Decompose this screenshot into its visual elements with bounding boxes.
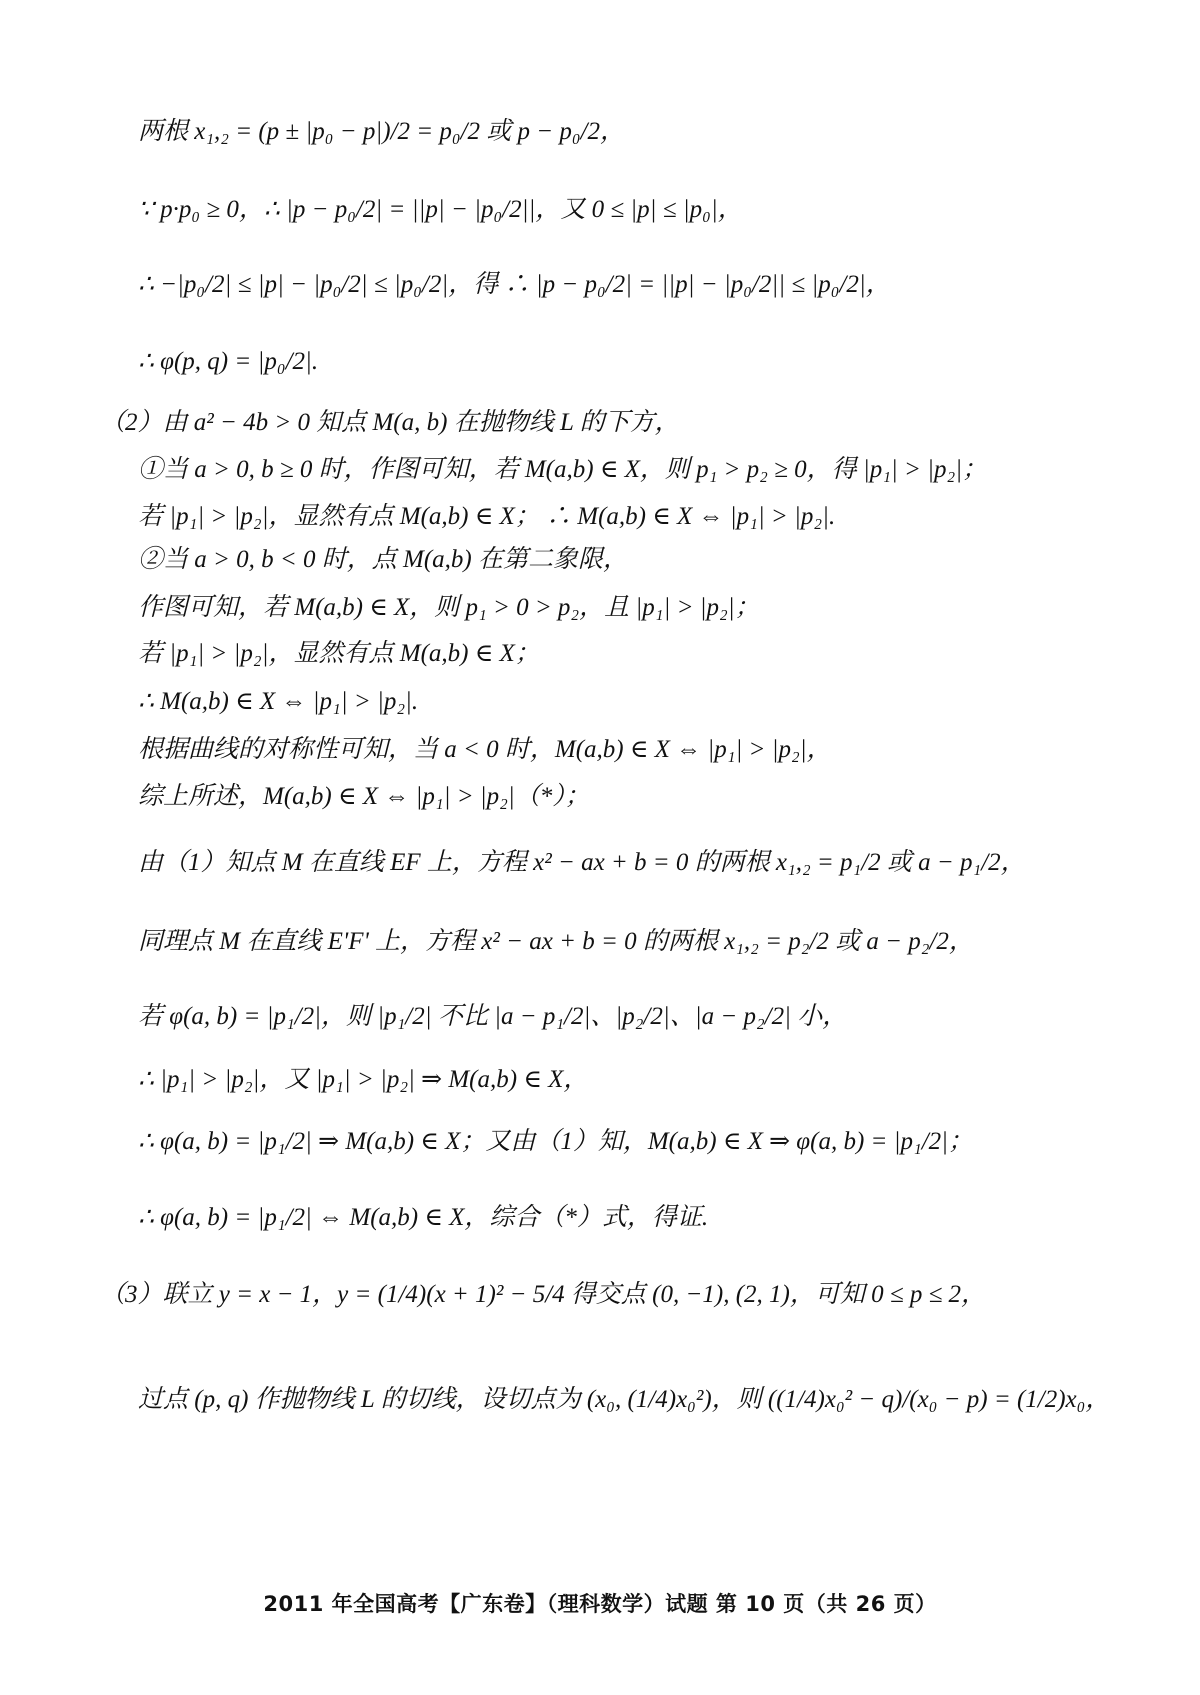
- page-footer: 2011 年全国高考【广东卷】（理科数学）试题 第 10 页（共 26 页）: [263, 1592, 937, 1616]
- text-line-12: 根据曲线的对称性可知，当 a < 0 时，M(a,b) ∈ X ⇔ |p₁| > |p₂|，: [138, 736, 832, 763]
- text-line-3: ∴ −|p₀/2| ≤ |p| − |p₀/2| ≤ |p₀/2|，得 ∴ |p − p₀/2| = ||p| − |p₀/2|| ≤ |p₀/2|，: [138, 271, 891, 298]
- text-line-8: ②当 a > 0, b < 0 时，点 M(a,b) 在第二象限，: [138, 546, 628, 573]
- text-line-1: 两根 x₁,₂ = (p ± |p₀ − p|)/2 = p₀/2 或 p − p₀/2，: [138, 118, 625, 145]
- text-line-2: ∵ p·p₀ ≥ 0，∴ |p − p₀/2| = ||p| − |p₀/2||，又 0 ≤ |p| ≤ |p₀|，: [138, 196, 743, 223]
- text-line-13: 综上所述，M(a,b) ∈ X ⇔ |p₁| > |p₂|（*）；: [138, 783, 590, 810]
- text-line-6: ①当 a > 0, b ≥ 0 时，作图可知，若 M(a,b) ∈ X，则 p₁ > p₂ ≥ 0，得 |p₁| > |p₂|；: [138, 456, 988, 483]
- text-line-4: ∴ φ(p, q) = |p₀/2|.: [138, 348, 319, 375]
- text-line-17: ∴ |p₁| > |p₂|，又 |p₁| > |p₂| ⇒ M(a,b) ∈ X，: [138, 1066, 589, 1093]
- text-line-18: ∴ φ(a, b) = |p₁/2| ⇒ M(a,b) ∈ X；又由（1）知，M(a,b) ∈ X ⇒ φ(a, b) = |p₁/2|；: [138, 1128, 974, 1155]
- text-line-15: 同理点 M 在直线 E'F' 上，方程 x² − ax + b = 0 的两根 x₁,₂ = p₂/2 或 a − p₂/2，: [138, 928, 974, 955]
- text-line-5: （2）由 a² − 4b > 0 知点 M(a, b) 在抛物线 L 的下方，: [100, 409, 680, 436]
- text-line-9: 作图可知，若 M(a,b) ∈ X，则 p₁ > 0 > p₂，且 |p₁| > |p₂|；: [138, 594, 760, 621]
- text-line-20: （3）联立 y = x − 1，y = (1/4)(x + 1)² − 5/4 得交点 (0, −1), (2, 1)，可知 0 ≤ p ≤ 2，: [100, 1281, 987, 1308]
- text-line-19: ∴ φ(a, b) = |p₁/2| ⇔ M(a,b) ∈ X，综合（*）式，得证.: [138, 1204, 709, 1231]
- text-line-11: ∴ M(a,b) ∈ X ⇔ |p₁| > |p₂|.: [138, 688, 419, 715]
- text-line-10: 若 |p₁| > |p₂|，显然有点 M(a,b) ∈ X；: [138, 640, 540, 667]
- text-line-14: 由（1）知点 M 在直线 EF 上，方程 x² − ax + b = 0 的两根 x₁,₂ = p₁/2 或 a − p₁/2，: [138, 849, 1026, 876]
- text-line-7: 若 |p₁| > |p₂|，显然有点 M(a,b) ∈ X； ∴ M(a,b) ∈ X ⇔ |p₁| > |p₂|.: [138, 503, 836, 530]
- text-line-16: 若 φ(a, b) = |p₁/2|，则 |p₁/2| 不比 |a − p₁/2|、|p₂/2|、|a − p₂/2| 小，: [138, 1003, 848, 1030]
- text-line-21: 过点 (p, q) 作抛物线 L 的切线，设切点为 (x₀, (1/4)x₀²)，则 ((1/4)x₀² − q)/(x₀ − p) = (1/2)x₀，: [138, 1386, 1111, 1413]
